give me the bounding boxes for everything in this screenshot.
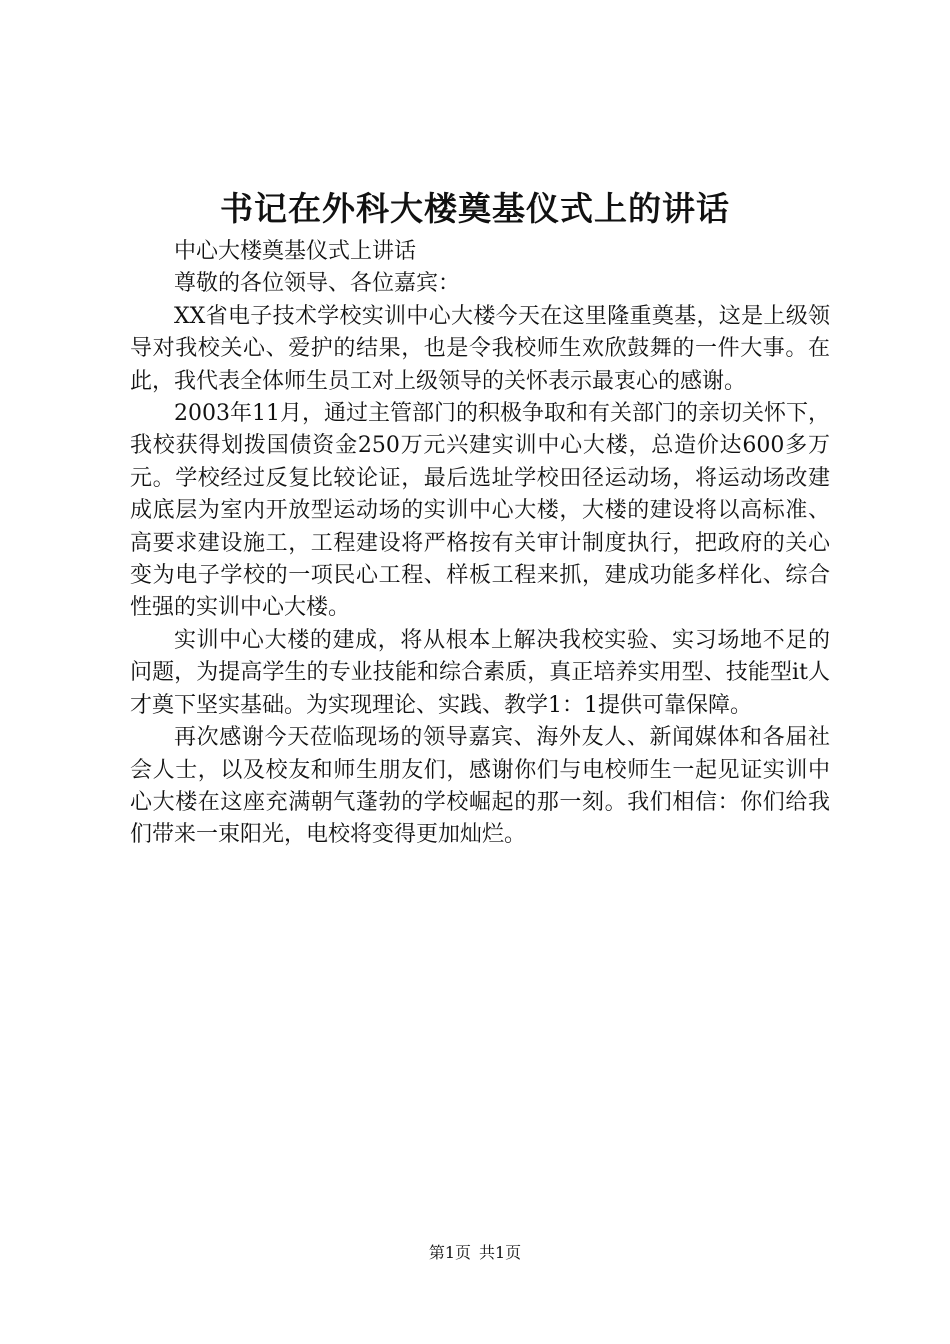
paragraph-subtitle: 中心大楼奠基仪式上讲话 xyxy=(174,239,417,264)
paragraph-1: XX省电子技术学校实训中心大楼今天在这里隆重奠基，这是上级领导对我校关心、爱护的结果，也是令我校师生欢欣鼓舞的一件大事。在此，我代表全体师生员工对上级领导的关怀表示最衷心的感谢。 xyxy=(130,303,830,394)
document-body xyxy=(130,236,830,852)
page-number: 第1页 xyxy=(428,1243,471,1262)
paragraph-salutation: 尊敬的各位领导、各位嘉宾： xyxy=(174,271,461,297)
paragraph-3: 实训中心大楼的建成，将从根本上解决我校实验、实习场地不足的问题，为提高学生的专业技能和综合素质，真正培养实用型、技能型it人才奠下坚实基础。为实现理论、实践、教学1：1提供可靠保障。 xyxy=(130,627,830,718)
page-total: 共1页 xyxy=(479,1243,522,1262)
document-title: 书记在外科大楼奠基仪式上的讲话 xyxy=(220,189,730,228)
paragraph-4: 再次感谢今天莅临现场的领导嘉宾、海外友人、新闻媒体和各届社会人士，以及校友和师生朋友们，感谢你们与电校师生一起见证实训中心大楼在这座充满朝气蓬勃的学校崛起的那一刻。我们相信：你们给我们带来一束阳光，电校将变得更加灿烂。 xyxy=(130,725,830,848)
paragraph-2: 2003年11月，通过主管部门的积极争取和有关部门的亲切关怀下，我校获得划拨国债资金250万元兴建实训中心大楼，总造价达600多万元。学校经过反复比较论证，最后选址学校田径运动场，将运动场改建成底层为室内开放型运动场的实训中心大楼，大楼的建设将以高标准、高要求建设施工，工程建设将严格按有关审计制度执行，把政府的关心变为电子学校的一项民心工程、样板工程来抓，建成功能多样化、综合性强的实训中心大楼。 xyxy=(130,401,831,621)
page-footer xyxy=(0,1242,950,1264)
